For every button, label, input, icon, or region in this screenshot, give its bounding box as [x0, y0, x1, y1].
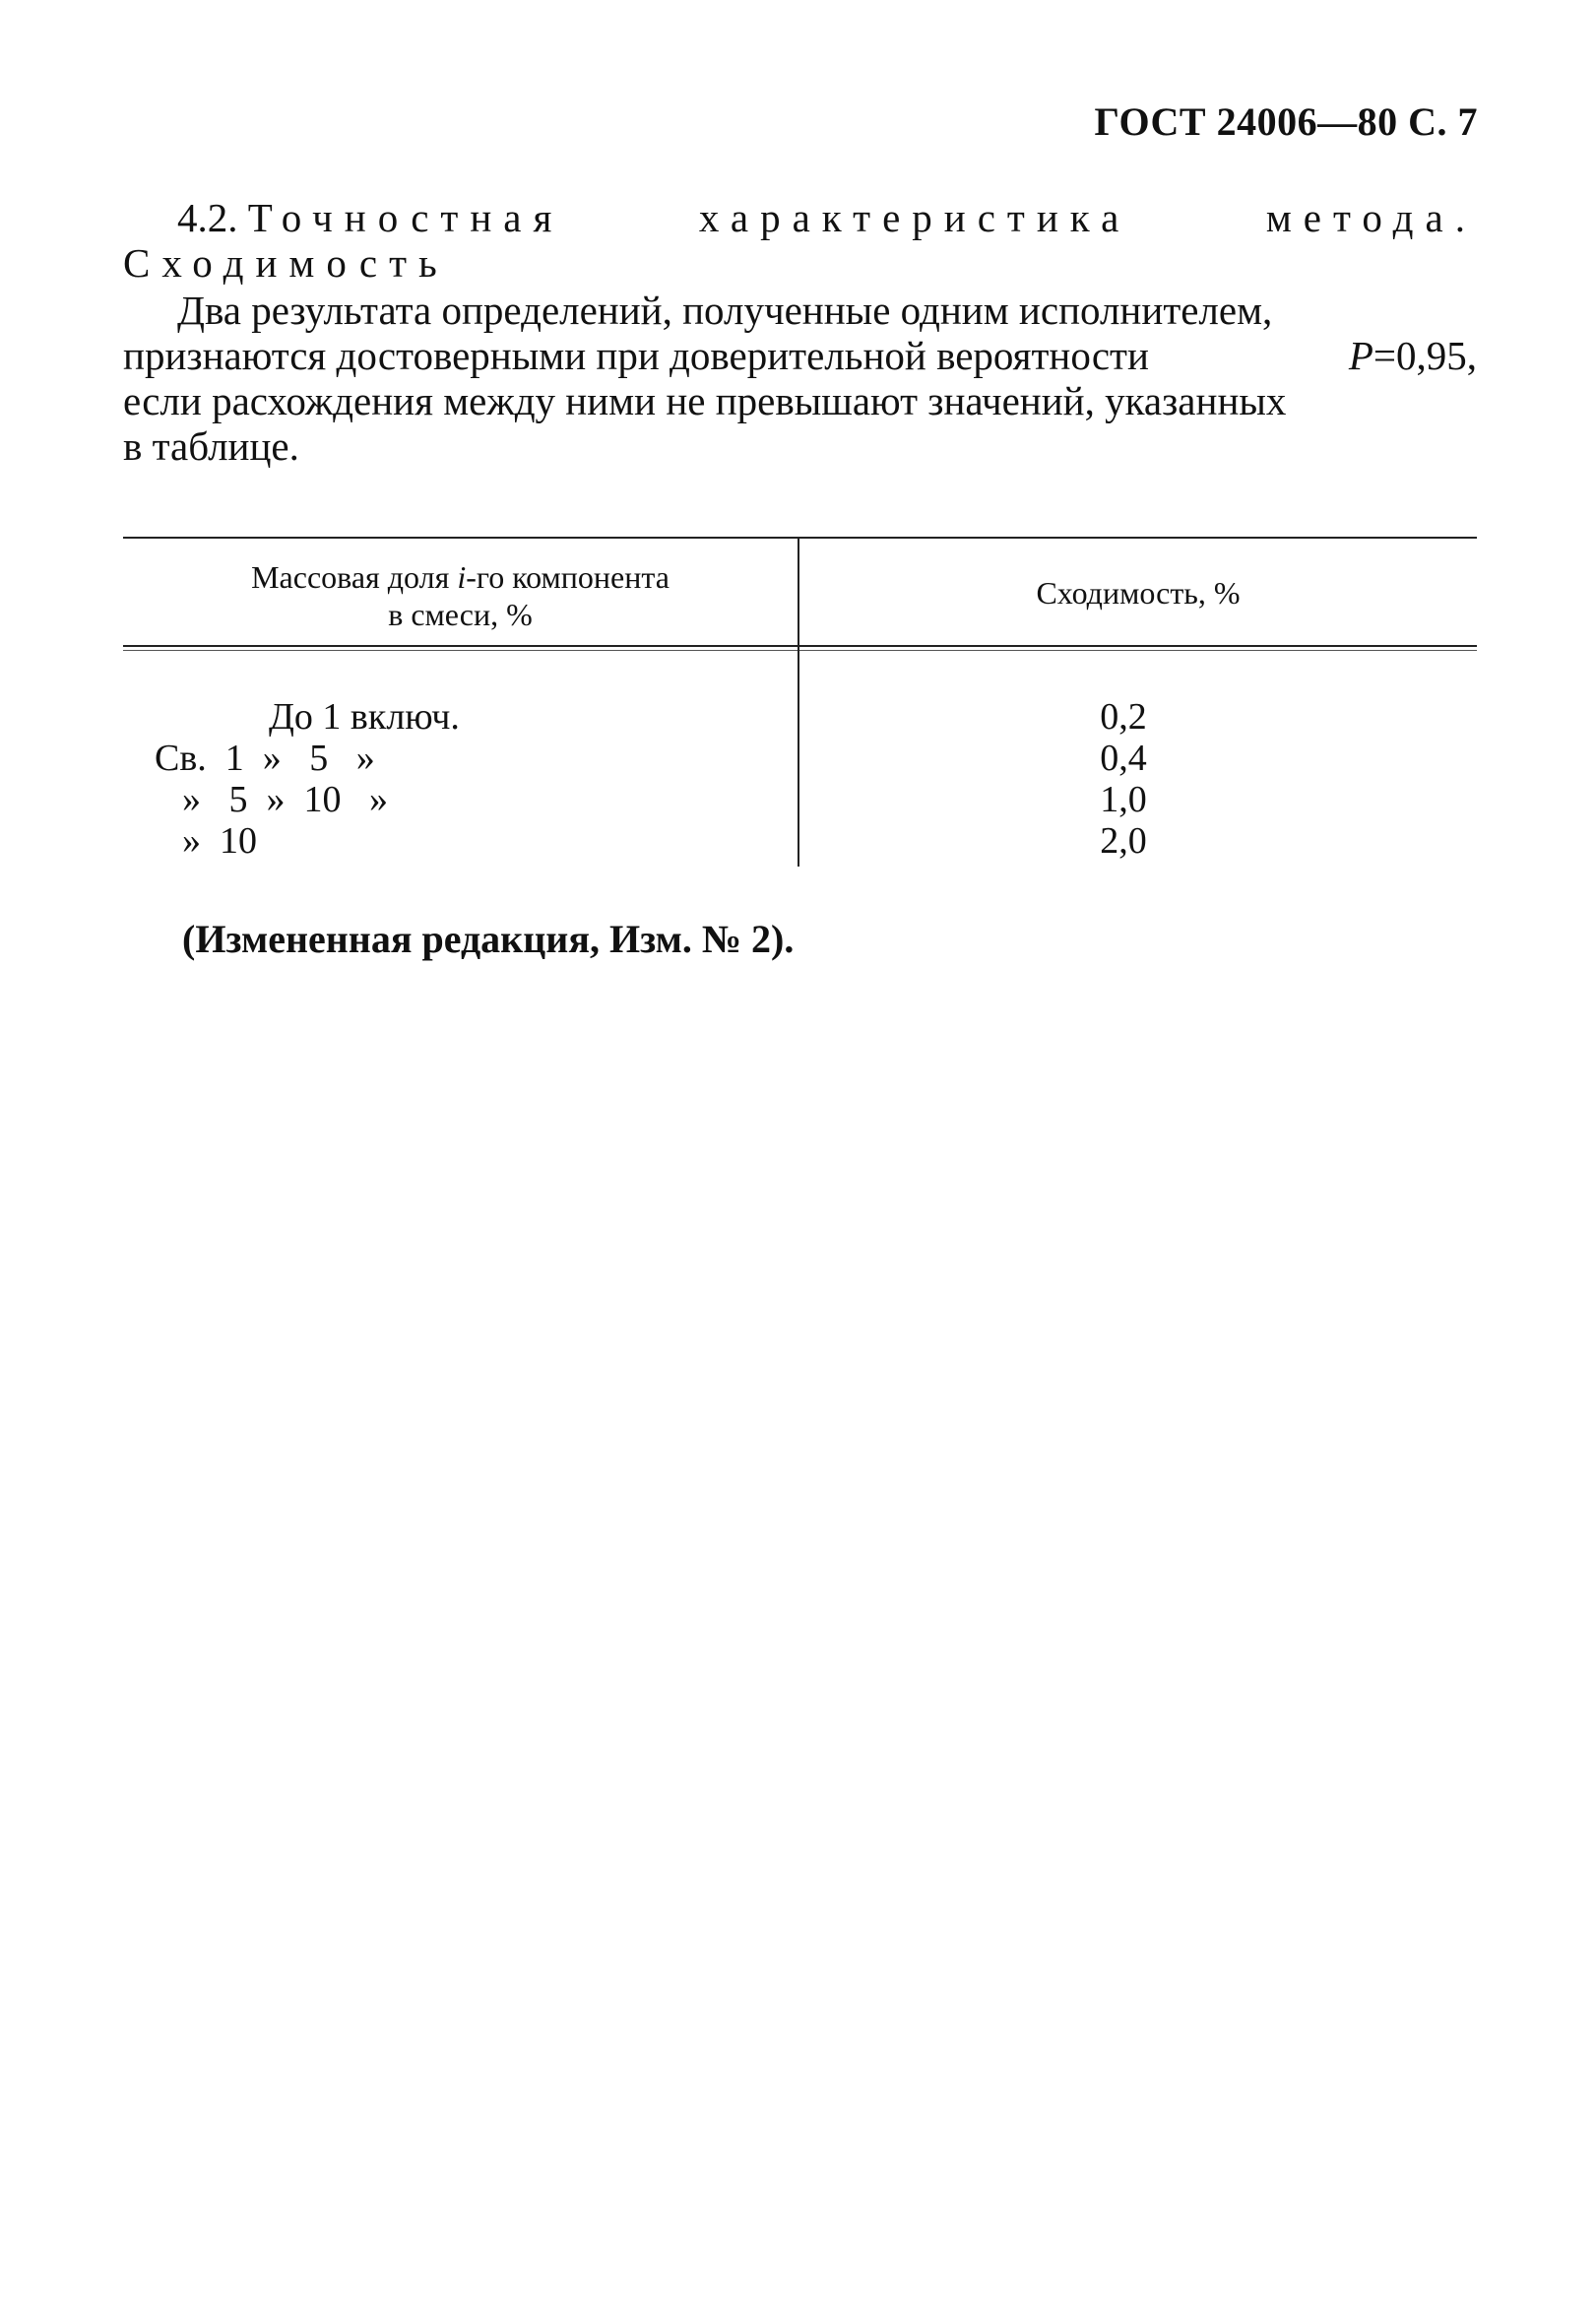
probability-value: =0,95,: [1373, 333, 1477, 378]
convergence-table: [123, 537, 1477, 867]
table-row-range: » 5 » 10 »: [182, 779, 388, 820]
probability-symbol: P: [1348, 333, 1373, 378]
heading-word-4: Сходимость: [123, 240, 449, 286]
header-left-italic-i: i: [457, 559, 467, 595]
table-row-range: До 1 включ.: [269, 696, 460, 738]
table-header-rule: [123, 645, 1477, 651]
section-number: 4.2.: [177, 195, 238, 240]
table-row-value: 0,4: [1100, 738, 1147, 779]
amendment-note: (Измененная редакция, Изм. № 2).: [182, 917, 795, 961]
table-row-value: 2,0: [1100, 820, 1147, 862]
header-left-post: -го компонента: [466, 559, 670, 595]
paragraph-line-1: [123, 288, 1477, 333]
header-left-pre: Массовая доля: [251, 559, 458, 595]
paragraph-text-1: Два результата определений, полученные одним исполнителем,: [177, 288, 1273, 333]
heading-line-1: [123, 195, 1477, 240]
paragraph-text-2: признаются достоверными при доверительной вероятности: [123, 333, 1149, 378]
heading-word-2: характеристика: [698, 195, 1131, 240]
table-row-range: » 10: [182, 820, 257, 862]
table-value-column: [799, 696, 1477, 862]
section-heading: [123, 195, 1477, 286]
section-paragraph: [123, 288, 1477, 469]
probability-expression: [1349, 333, 1477, 378]
page-header-standard-ref: ГОСТ 24006—80 С. 7: [1094, 99, 1478, 144]
table-row-value: 1,0: [1100, 779, 1147, 820]
heading-word-1: Точностная: [247, 195, 564, 240]
paragraph-text-4: в таблице.: [123, 423, 299, 469]
table-header-convergence: Сходимость, %: [1036, 575, 1241, 611]
table-range-column: [123, 696, 798, 862]
table-row-value: 0,2: [1100, 696, 1147, 738]
paragraph-line-3: [123, 378, 1477, 423]
paragraph-line-4: [123, 423, 1477, 469]
table-top-rule: [123, 537, 1477, 539]
table-header-left-line-1: [123, 558, 798, 596]
heading-first-group: [123, 195, 563, 240]
heading-word-3: метода.: [1265, 195, 1477, 240]
table-header-left-line-2: в смеси, %: [388, 597, 533, 632]
table-row-range: Св. 1 » 5 »: [155, 738, 375, 779]
heading-line-2: [123, 240, 1477, 286]
table-header-mass-fraction: [123, 558, 798, 633]
paragraph-text-3: если расхождения между ними не превышают значений, указанных: [123, 378, 1287, 423]
paragraph-line-2: [123, 333, 1477, 378]
